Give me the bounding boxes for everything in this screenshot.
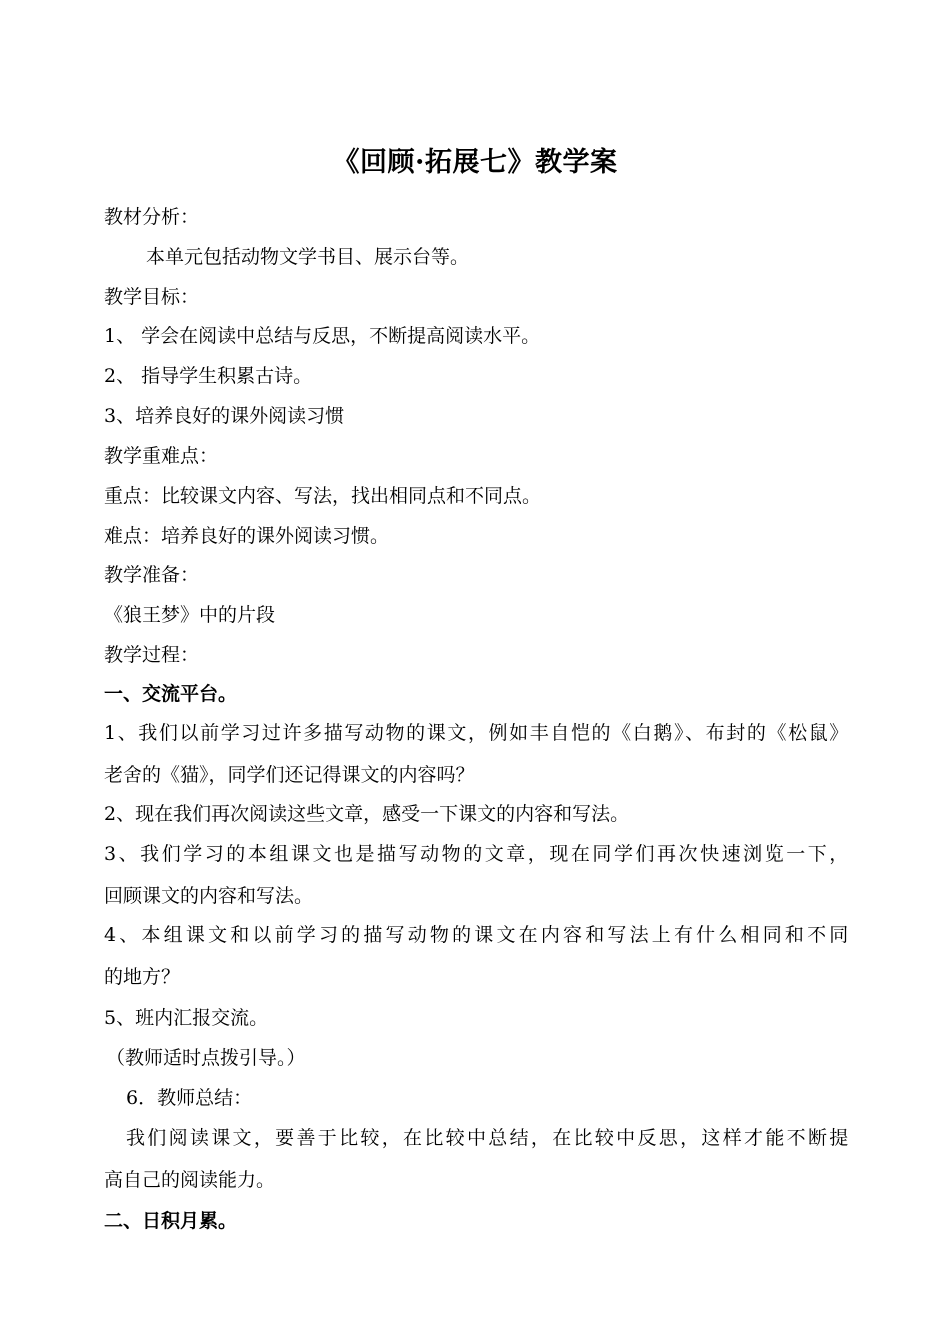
teacher-summary-line-2: 高自己的阅读能力。 bbox=[104, 1169, 276, 1191]
process-part-2-heading: 二、日积月累。 bbox=[104, 1210, 238, 1232]
paragraph-unit-summary: 本单元包括动物文学书目、展示台等。 bbox=[146, 246, 470, 268]
process-step-5: 5、班内汇报交流。 bbox=[104, 1007, 269, 1029]
process-step-1-line-1: 1、我们以前学习过许多描写动物的课文，例如丰自恺的《白鹅》、布封的《松鼠》 bbox=[104, 722, 848, 744]
section-heading-teaching-goals: 教学目标： bbox=[104, 286, 200, 308]
teacher-guidance-note: （教师适时点拨引导。） bbox=[106, 1047, 306, 1069]
key-point: 重点：比较课文内容、写法，找出相同点和不同点。 bbox=[104, 485, 542, 507]
section-heading-process: 教学过程： bbox=[104, 644, 200, 666]
process-step-3-line-1: 3、我们学习的本组课文也是描写动物的文章，现在同学们再次快速浏览一下， bbox=[104, 843, 848, 865]
preparation-item: 《狼王梦》中的片段 bbox=[104, 604, 276, 626]
process-step-4-line-2: 的地方？ bbox=[104, 966, 181, 988]
teacher-summary-line-1: 我们阅读课文，要善于比较，在比较中总结，在比较中反思，这样才能不断提 bbox=[126, 1127, 848, 1149]
goal-item-2: 2、 指导学生积累古诗。 bbox=[104, 365, 313, 387]
goal-item-3: 3、培养良好的课外阅读习惯 bbox=[104, 405, 345, 427]
section-heading-key-points: 教学重难点： bbox=[104, 445, 219, 467]
section-heading-preparation: 教学准备： bbox=[104, 564, 200, 586]
process-step-4-line-1: 4、本组课文和以前学习的描写动物的课文在内容和写法上有什么相同和不同 bbox=[104, 924, 848, 946]
document-title: 《回顾·拓展七》教学案 bbox=[332, 147, 618, 178]
difficult-point: 难点：培养良好的课外阅读习惯。 bbox=[104, 525, 390, 547]
section-heading-material-analysis: 教材分析： bbox=[104, 206, 200, 228]
process-step-6-heading: 6．教师总结： bbox=[126, 1087, 253, 1109]
process-step-1-line-2: 老舍的《猫》，同学们还记得课文的内容吗？ bbox=[104, 764, 475, 786]
process-part-1-heading: 一、交流平台。 bbox=[104, 683, 238, 705]
process-step-2: 2、现在我们再次阅读这些文章，感受一下课文的内容和写法。 bbox=[104, 803, 630, 825]
goal-item-1: 1、 学会在阅读中总结与反思，不断提高阅读水平。 bbox=[104, 325, 541, 347]
process-step-3-line-2: 回顾课文的内容和写法。 bbox=[104, 885, 314, 907]
